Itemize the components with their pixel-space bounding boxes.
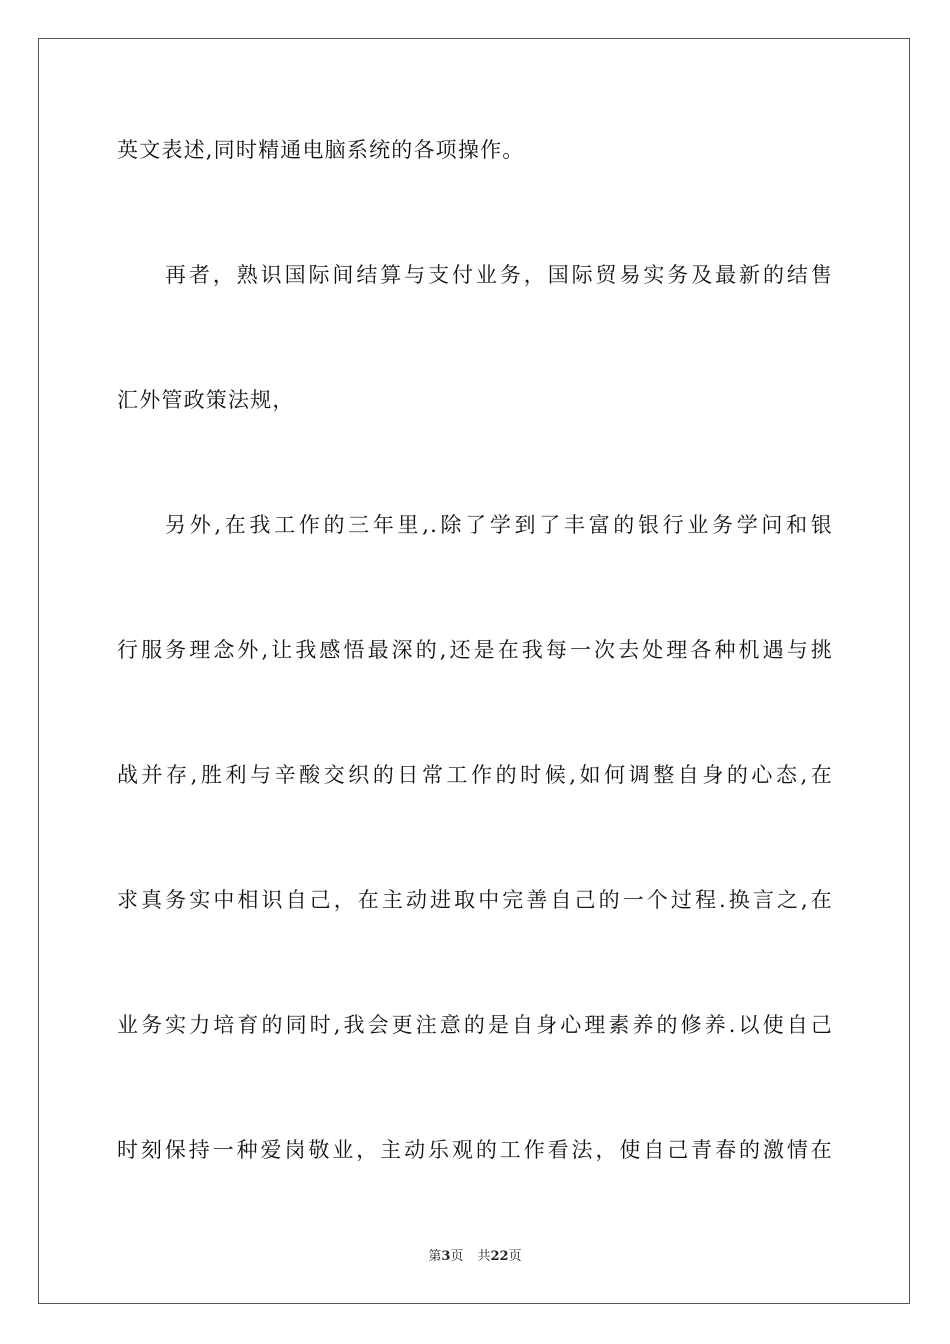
page-footer (0, 1248, 950, 1266)
footer-page-prefix: 第 (428, 1249, 442, 1264)
body-line-9: 时刻保持一种爱岗敬业，主动乐观的工作看法，使自己青春的激情在 (117, 1138, 833, 1162)
footer-total-suffix: 页 (508, 1249, 522, 1264)
footer-total-pages: 22 (490, 1249, 509, 1264)
body-line-5: 行服务理念外,让我感悟最深的,还是在我每一次去处理各种机遇与挑 (117, 638, 833, 662)
body-line-7: 求真务实中相识自己，在主动进取中完善自己的一个过程.换言之,在 (117, 888, 833, 912)
body-line-1: 英文表述,同时精通电脑系统的各项操作。 (117, 138, 525, 162)
footer-page-suffix: 页 (450, 1249, 464, 1264)
body-line-6: 战并存,胜利与辛酸交织的日常工作的时候,如何调整自身的心态,在 (117, 763, 833, 787)
body-line-2: 再者，熟识国际间结算与支付业务，国际贸易实务及最新的结售 (165, 263, 833, 287)
body-line-4: 另外,在我工作的三年里,.除了学到了丰富的银行业务学问和银 (165, 513, 833, 537)
page-border (38, 38, 910, 1304)
footer-total-prefix: 共 (477, 1249, 491, 1264)
body-line-3: 汇外管政策法规， (117, 388, 295, 412)
footer-page-number: 3 (441, 1249, 451, 1264)
body-line-8: 业务实力培育的同时,我会更注意的是自身心理素养的修养.以使自己 (117, 1013, 833, 1037)
